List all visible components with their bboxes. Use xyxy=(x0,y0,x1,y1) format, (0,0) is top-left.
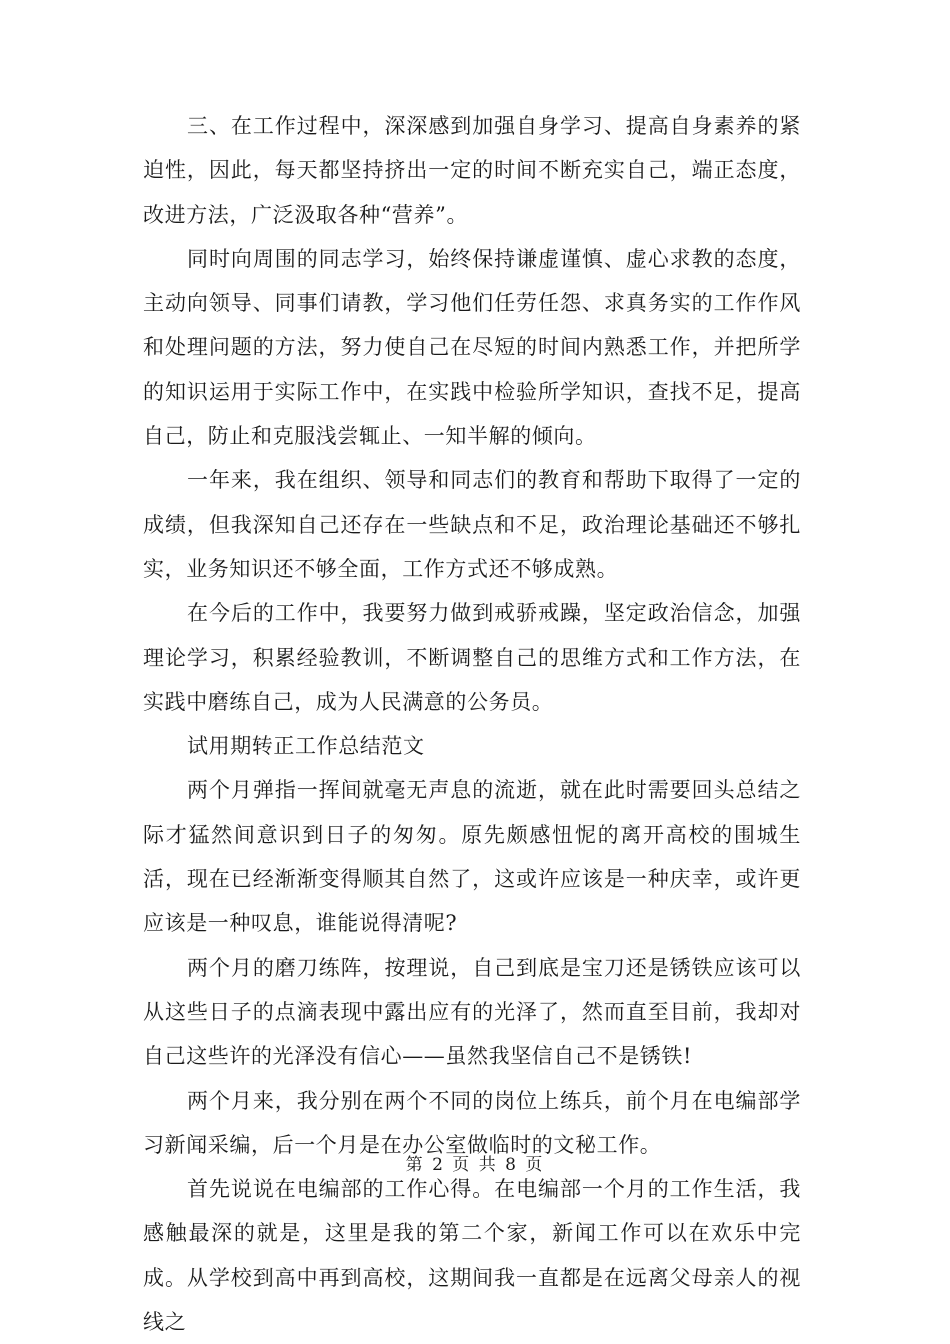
paragraph: 两个月弹指一挥间就毫无声息的流逝，就在此时需要回头总结之际才猛然间意识到日子的匆匆。原先颇感忸怩的离开高校的围城生活，现在已经渐渐变得顺其自然了，这或许应该是一种庆幸，或许更应该是一种叹息，谁能说得清呢? xyxy=(143,778,801,936)
paragraph: 两个月来，我分别在两个不同的岗位上练兵，前个月在电编部学习新闻采编，后一个月是在办公室做临时的文秘工作。 xyxy=(143,1088,801,1157)
paragraph: 两个月的磨刀练阵，按理说，自己到底是宝刀还是锈铁应该可以从这些日子的点滴表现中露出应有的光泽了，然而直至目前，我却对自己这些许的光泽没有信心——虽然我坚信自己不是锈铁! xyxy=(143,955,801,1069)
paragraph: 在今后的工作中，我要努力做到戒骄戒躁，坚定政治信念，加强理论学习，积累经验教训，不断调整自己的思维方式和工作方法，在实践中磨练自己，成为人民满意的公务员。 xyxy=(143,601,801,714)
paragraph: 三、在工作过程中，深深感到加强自身学习、提高自身素养的紧迫性，因此，每天都坚持挤出一定的时间不断充实自己，端正态度，改进方法，广泛汲取各种“营养”。 xyxy=(143,114,801,227)
section-title: 试用期转正工作总结范文 xyxy=(187,734,425,759)
paragraph: 同时向周围的同志学习，始终保持谦虚谨慎、虚心求教的态度，主动向领导、同事们请教，学习他们任劳任怨、求真务实的工作作风和处理问题的方法，努力使自己在尽短的时间内熟悉工作，并把所学的知识运用于实际工作中，在实践中检验所学知识，查找不足，提高自己，防止和克服浅尝辄止、一知半解的倾向。 xyxy=(143,246,801,449)
paragraph: 一年来，我在组织、领导和同志们的教育和帮助下取得了一定的成绩，但我深知自己还存在一些缺点和不足，政治理论基础还不够扎实，业务知识还不够全面，工作方式还不够成熟。 xyxy=(143,468,801,581)
page-number-footer: 第 2 页 共 8 页 xyxy=(405,1155,545,1175)
paragraph: 首先说说在电编部的工作心得。在电编部一个月的工作生活，我感触最深的就是，这里是我的第二个家，新闻工作可以在欢乐中完成。从学校到高中再到高校，这期间我一直都是在远离父母亲人的视线之 xyxy=(143,1177,801,1335)
